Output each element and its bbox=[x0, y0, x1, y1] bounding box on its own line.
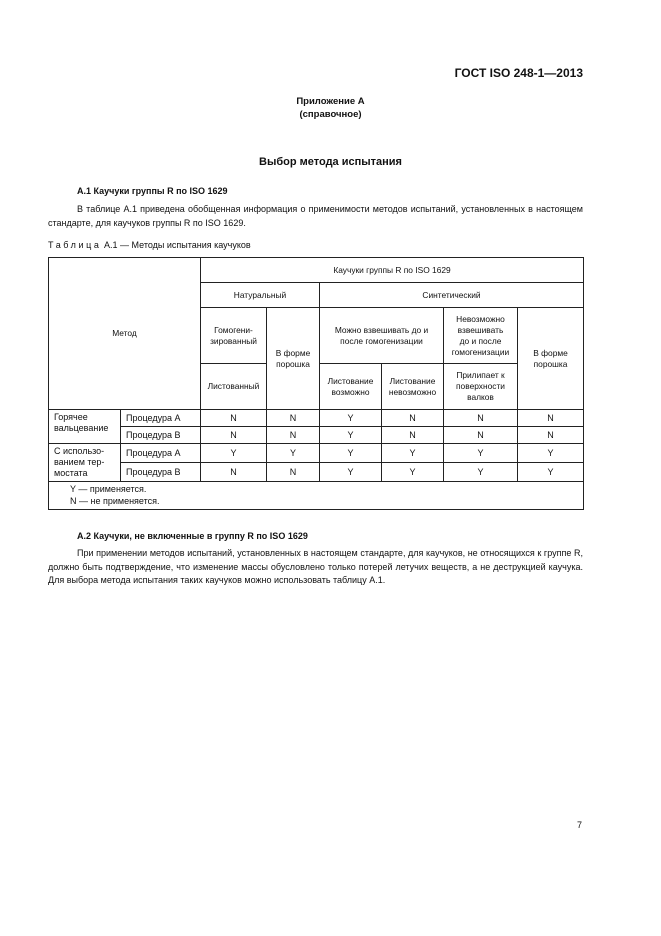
section-a1-heading: А.1 Каучуки группы R по ISO 1629 bbox=[77, 186, 228, 196]
table-cell: N bbox=[444, 427, 518, 444]
table-cell: N bbox=[382, 410, 444, 427]
header-powder-natural: В форме порошка bbox=[267, 308, 320, 410]
table-cell: Y bbox=[382, 444, 444, 463]
header-sticks-to-rolls: Прилипает к поверхности валков bbox=[444, 364, 518, 410]
note-no: N — не применяется. bbox=[70, 495, 160, 506]
table-cell: N bbox=[267, 410, 320, 427]
header-synthetic: Синтетический bbox=[320, 283, 584, 308]
header-natural: Натуральный bbox=[201, 283, 320, 308]
table-cell: N bbox=[201, 427, 267, 444]
header-rubber-group: Каучуки группы R по ISO 1629 bbox=[201, 258, 584, 283]
table-cell: Y bbox=[267, 444, 320, 463]
methods-table bbox=[48, 257, 584, 510]
table-row bbox=[49, 444, 584, 463]
table-cell: Y bbox=[320, 410, 382, 427]
header-method: Метод bbox=[49, 258, 201, 410]
page-title: Выбор метода испытания bbox=[259, 156, 402, 168]
header-weigh-impossible: Невозможно взвешивать до и после гомогенизации bbox=[444, 308, 518, 364]
table-cell: N bbox=[518, 427, 584, 444]
section-a2-heading: А.2 Каучуки, не включенные в группу R по ISO 1629 bbox=[77, 531, 308, 541]
table-row bbox=[49, 463, 584, 482]
table-cell: N bbox=[267, 463, 320, 482]
page-number: 7 bbox=[576, 820, 582, 830]
header-weigh-possible: Можно взвешивать до и после гомогенизации bbox=[320, 308, 444, 364]
table-cell: N bbox=[201, 463, 267, 482]
group-hot-milling: Горячее вальцевание bbox=[49, 410, 121, 444]
procedure-label: Процедура В bbox=[121, 463, 201, 482]
table-row bbox=[49, 427, 584, 444]
table-caption bbox=[48, 240, 251, 250]
table-cell: Y bbox=[320, 427, 382, 444]
table-cell: N bbox=[267, 427, 320, 444]
table-cell: Y bbox=[444, 444, 518, 463]
table-cell: Y bbox=[518, 444, 584, 463]
table-notes bbox=[49, 482, 584, 510]
header-homogenized: Гомогени- зированный bbox=[201, 308, 267, 364]
annex-title: Приложение А bbox=[296, 96, 365, 107]
table-notes-row bbox=[49, 482, 584, 510]
group-thermostat: С использо-ванием тер-мостата bbox=[49, 444, 121, 482]
table-cell: Y bbox=[201, 444, 267, 463]
table-cell: Y bbox=[320, 444, 382, 463]
annex-type: (справочное) bbox=[299, 109, 362, 120]
table-cell: Y bbox=[518, 463, 584, 482]
table-cell: Y bbox=[444, 463, 518, 482]
section-a1-paragraph: В таблице А.1 приведена обобщенная информация о применимости методов испытаний, установленных в настоящем стандарте, для каучуков группы R по ISO 1629. bbox=[48, 204, 583, 228]
section-a2-paragraph: При применении методов испытаний, установленных в настоящем стандарте, для каучуков, не относящихся к группе R, должно быть подтверждение, что изменение массы обусловлено только потерей летучих веществ, а не деструкцией каучука. Для выбора метода испытания таких каучуков можно использовать таблицу А.1. bbox=[48, 548, 583, 585]
table-caption-prefix: Таблица bbox=[48, 240, 102, 250]
procedure-label: Процедура А bbox=[121, 410, 201, 427]
table-cell: Y bbox=[382, 463, 444, 482]
header-sheeting-possible: Листование возможно bbox=[320, 364, 382, 410]
table-caption-text: А.1 — Методы испытания каучуков bbox=[104, 240, 251, 250]
table-row bbox=[49, 410, 584, 427]
table-cell: N bbox=[444, 410, 518, 427]
table-cell: N bbox=[382, 427, 444, 444]
table-cell: N bbox=[518, 410, 584, 427]
table-cell: N bbox=[201, 410, 267, 427]
header-powder-synthetic: В форме порошка bbox=[518, 308, 584, 410]
table-cell: Y bbox=[320, 463, 382, 482]
procedure-label: Процедура В bbox=[121, 427, 201, 444]
document-id: ГОСТ ISO 248-1—2013 bbox=[454, 66, 583, 80]
header-sheeting-impossible: Листование невозможно bbox=[382, 364, 444, 410]
procedure-label: Процедура А bbox=[121, 444, 201, 463]
header-sheeted: Листованный bbox=[201, 364, 267, 410]
note-yes: Y — применяется. bbox=[70, 484, 147, 494]
